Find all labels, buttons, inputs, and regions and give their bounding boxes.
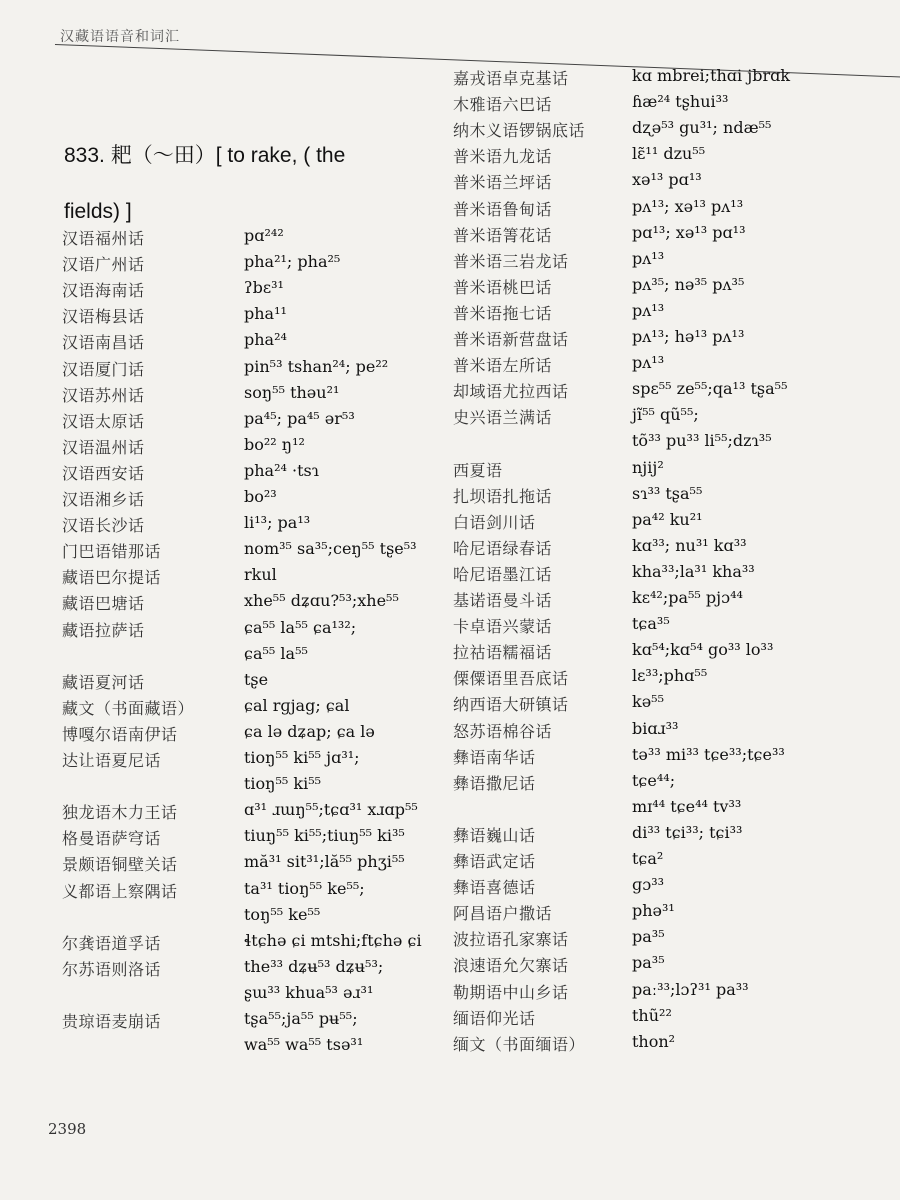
language-name: 拉祜语糯福话 [453, 643, 553, 663]
language-name: 傈僳语里吾底话 [453, 669, 569, 689]
language-name: 木雅语六巴话 [453, 95, 553, 115]
language-name: 普米语拖七话 [453, 303, 553, 323]
phonetic-form: kɑ⁵⁴;kɑ⁵⁴ go³³ lo³³ [632, 640, 774, 660]
language-name: 彝语巍山话 [453, 825, 536, 845]
phonetic-form: xhe⁵⁵ dʑɑu?⁵³;xhe⁵⁵ [244, 591, 399, 611]
language-name: 达让语夏尼话 [62, 751, 162, 770]
language-name: 勒期语中山乡话 [453, 982, 569, 1002]
phonetic-form: pa⁴⁵; pa⁴⁵ ər⁵³ [244, 408, 355, 428]
phonetic-form: pɑ²⁴² [244, 226, 284, 245]
phonetic-form: tɕa² [632, 849, 664, 868]
phonetic-form: paː³³;lɔʔ³¹ pa³³ [632, 979, 749, 999]
language-name: 却域语尤拉西话 [453, 382, 569, 402]
language-name: 缅语仰光话 [453, 1008, 536, 1028]
phonetic-form: jĩ⁵⁵ qũ⁵⁵; [632, 405, 699, 425]
language-name: 彝语武定话 [453, 852, 536, 871]
phonetic-form: tʂa⁵⁵;ja⁵⁵ pʉ⁵⁵; [244, 1009, 358, 1028]
language-name: 普米语左所话 [453, 356, 553, 376]
phonetic-form: lɛ̃¹¹ dzu⁵⁵ [632, 144, 706, 164]
phonetic-form: njij² [632, 457, 664, 477]
phonetic-form: kha³³;la³¹ kha³³ [632, 561, 755, 581]
language-name: 嘉戎语卓克基话 [453, 69, 569, 88]
entry-title: 833. 耙（～田）[ to rake, ( the fields) ] [64, 144, 346, 223]
language-name: 彝语撒尼话 [453, 773, 536, 793]
phonetic-form: toŋ⁵⁵ ke⁵⁵ [244, 904, 321, 924]
language-name: 汉语湘乡话 [62, 490, 145, 509]
language-name: 纳木义语锣锅底话 [453, 121, 586, 141]
phonetic-form: pʌ¹³; hə¹³ pʌ¹³ [632, 327, 745, 346]
phonetic-form: pɑ¹³; xə¹³ pɑ¹³ [632, 222, 746, 242]
language-name: 藏语夏河话 [62, 672, 145, 692]
phonetic-form: pa³⁵ [632, 953, 665, 973]
language-name: 贵琼语麦崩话 [62, 1012, 162, 1031]
phonetic-form: ɕal rɡjag; ɕal [244, 695, 350, 715]
language-name: 哈尼语绿春话 [453, 538, 553, 558]
language-name: 彝语南华话 [453, 747, 536, 767]
phonetic-form: pha¹¹ [244, 304, 287, 324]
language-name: 普米语九龙话 [453, 147, 553, 167]
phonetic-form: phə³¹ [632, 901, 675, 921]
language-name: 汉语温州话 [62, 437, 145, 457]
phonetic-form: thon² [632, 1031, 676, 1051]
language-name: 汉语厦门话 [62, 359, 145, 379]
phonetic-form: kɑ³³; nu³¹ kɑ³³ [632, 535, 747, 555]
phonetic-form: ɑ³¹ ɹɯŋ⁵⁵;tɕɑ³¹ xɹɑp⁵⁵ [244, 800, 418, 820]
language-name: 普米语箐花话 [453, 225, 553, 245]
language-name: 尔苏语则洛话 [62, 959, 162, 979]
phonetic-form: wa⁵⁵ wa⁵⁵ tsə³¹ [244, 1035, 364, 1055]
phonetic-form: pha²¹; pha²⁵ [244, 252, 341, 272]
phonetic-form: bo²² ŋ¹² [244, 434, 305, 454]
phonetic-form: biɑɹ³³ [632, 718, 679, 738]
phonetic-form: lɛ³³;phɑ⁵⁵ [632, 666, 708, 686]
phonetic-form: mɪ⁴⁴ tɕe⁴⁴ tv³³ [632, 796, 742, 816]
language-name: 藏语巴尔提话 [62, 568, 162, 588]
language-name: 汉语西安话 [62, 463, 145, 483]
phonetic-form: tõ³³ pu³³ li⁵⁵;dzɿ³⁵ [632, 431, 772, 451]
phonetic-form: di³³ tɕi³³; tɕi³³ [632, 822, 743, 842]
language-name: 普米语桃巴话 [453, 277, 553, 297]
language-name: 汉语梅县话 [62, 307, 145, 327]
phonetic-form: tʂe [244, 669, 269, 689]
language-name: 怒苏语棉谷话 [453, 721, 553, 741]
phonetic-form: kɑ mbrei;thɑi jbrɑk [632, 66, 791, 85]
language-name: 卡卓语兴蒙话 [453, 617, 553, 637]
phonetic-form: kə⁵⁵ [632, 692, 664, 712]
language-name: 汉语广州话 [62, 255, 145, 275]
phonetic-form: nom³⁵ sa³⁵;ceŋ⁵⁵ tʂe⁵³ [244, 539, 417, 559]
language-name: 藏语拉萨话 [62, 620, 145, 640]
language-name: 浪速语允欠寨话 [453, 956, 569, 976]
language-name: 独龙语木力王话 [62, 803, 178, 823]
language-name: 汉语苏州话 [62, 385, 145, 405]
phonetic-form: bo²³ [244, 487, 277, 506]
phonetic-form: pin⁵³ tshan²⁴; pe²² [244, 356, 389, 376]
language-name: 藏文（书面藏语） [62, 698, 195, 718]
page-number: 2398 [48, 1120, 87, 1138]
language-name: 汉语海南话 [62, 281, 145, 301]
phonetic-form: ɕa lə dʑap; ɕa lə [244, 721, 375, 741]
phonetic-form: pha²⁴ ·tsɿ [244, 460, 319, 480]
phonetic-form: tiuŋ⁵⁵ ki⁵⁵;tiuŋ⁵⁵ ki³⁵ [244, 826, 405, 846]
phonetic-form: xə¹³ pɑ¹³ [632, 170, 702, 190]
phonetic-form: pʌ¹³ [632, 353, 665, 373]
phonetic-form: tioŋ⁵⁵ ki⁵⁵ jɑ³¹; [244, 748, 360, 767]
phonetic-form: pa³⁵ [632, 927, 665, 947]
language-name: 门巴语错那话 [62, 542, 162, 562]
phonetic-form: tioŋ⁵⁵ ki⁵⁵ [244, 774, 322, 794]
phonetic-form: ʂɯ³³ khua⁵³ əɹ³¹ [244, 982, 374, 1002]
language-name: 纳西语大研镇话 [453, 695, 569, 715]
language-name: 彝语喜德话 [453, 878, 536, 898]
language-name: 普米语兰坪话 [453, 173, 553, 193]
language-name: 汉语太原话 [62, 411, 145, 431]
phonetic-form: ɕa⁵⁵ la⁵⁵ [244, 643, 308, 663]
language-name: 景颇语铜壁关话 [62, 855, 178, 875]
language-name: 汉语南昌话 [62, 333, 145, 353]
phonetic-form: soŋ⁵⁵ thəu²¹ [244, 382, 340, 402]
phonetic-form: li¹³; pa¹³ [244, 513, 311, 533]
phonetic-form: thũ²² [632, 1005, 672, 1025]
language-name: 哈尼语墨江话 [453, 564, 553, 584]
phonetic-form: ɦæ²⁴ tʂhui³³ [632, 92, 729, 112]
phonetic-form: ʔbɛ³¹ [244, 278, 284, 298]
phonetic-form: the³³ dʑʉ⁵³ dʑʉ⁵³; [244, 956, 384, 976]
language-name: 阿昌语户撒话 [453, 904, 553, 924]
language-name: 普米语鲁甸话 [453, 199, 553, 219]
language-name: 基诺语曼斗话 [453, 591, 553, 610]
phonetic-form: pʌ³⁵; nə³⁵ pʌ³⁵ [632, 274, 745, 294]
phonetic-form: tɕa³⁵ [632, 614, 670, 634]
phonetic-form: pha²⁴ [244, 330, 287, 350]
language-name: 博嘎尔语南伊话 [62, 724, 178, 744]
language-name: 汉语福州话 [62, 229, 145, 248]
phonetic-form: tɕe⁴⁴; [632, 770, 676, 790]
phonetic-form: kɛ⁴²;pa⁵⁵ pjɔ⁴⁴ [632, 588, 743, 607]
phonetic-form: rkul [244, 565, 277, 585]
phonetic-form: ta³¹ tioŋ⁵⁵ ke⁵⁵; [244, 878, 365, 898]
language-name: 普米语新营盘话 [453, 330, 569, 349]
phonetic-form: pʌ¹³ [632, 248, 665, 268]
language-name: 格曼语萨穹话 [62, 829, 162, 849]
language-name: 扎坝语扎拖话 [453, 486, 553, 506]
phonetic-form: mă³¹ sit³¹;lă⁵⁵ phʒi⁵⁵ [244, 852, 405, 872]
running-head: 汉藏语语音和词汇 [60, 29, 180, 45]
language-name: 尔龚语道孚话 [62, 933, 162, 953]
phonetic-form: pa⁴² ku²¹ [632, 509, 703, 529]
language-name: 藏语巴塘话 [62, 594, 145, 614]
language-name: 普米语三岩龙话 [453, 251, 569, 271]
language-name: 汉语长沙话 [62, 516, 145, 536]
phonetic-form: pʌ¹³; xə¹³ pʌ¹³ [632, 196, 744, 216]
language-name: 白语剑川话 [453, 512, 536, 532]
phonetic-form: dʐə⁵³ gu³¹; ndæ⁵⁵ [632, 118, 772, 138]
phonetic-form: ɡɔ³³ [632, 875, 665, 895]
language-name: 波拉语孔家寨话 [453, 930, 569, 950]
phonetic-form: sɿ³³ tʂa⁵⁵ [632, 483, 703, 503]
phonetic-form: ɕa⁵⁵ la⁵⁵ ɕa¹³²; [244, 617, 357, 637]
language-name: 义都语上察隅话 [62, 881, 178, 901]
language-name: 西夏语 [453, 460, 503, 480]
language-name: 史兴语兰满话 [453, 408, 553, 428]
phonetic-form: pʌ¹³ [632, 300, 665, 320]
phonetic-form: tə³³ mi³³ tɕe³³;tɕe³³ [632, 744, 785, 764]
language-name: 缅文（书面缅语） [453, 1034, 586, 1054]
phonetic-form: spɛ⁵⁵ ze⁵⁵;qa¹³ tʂa⁵⁵ [632, 379, 788, 399]
phonetic-form: ɬtɕhə ɕi mtshi;ftɕhə ɕi [244, 930, 422, 950]
